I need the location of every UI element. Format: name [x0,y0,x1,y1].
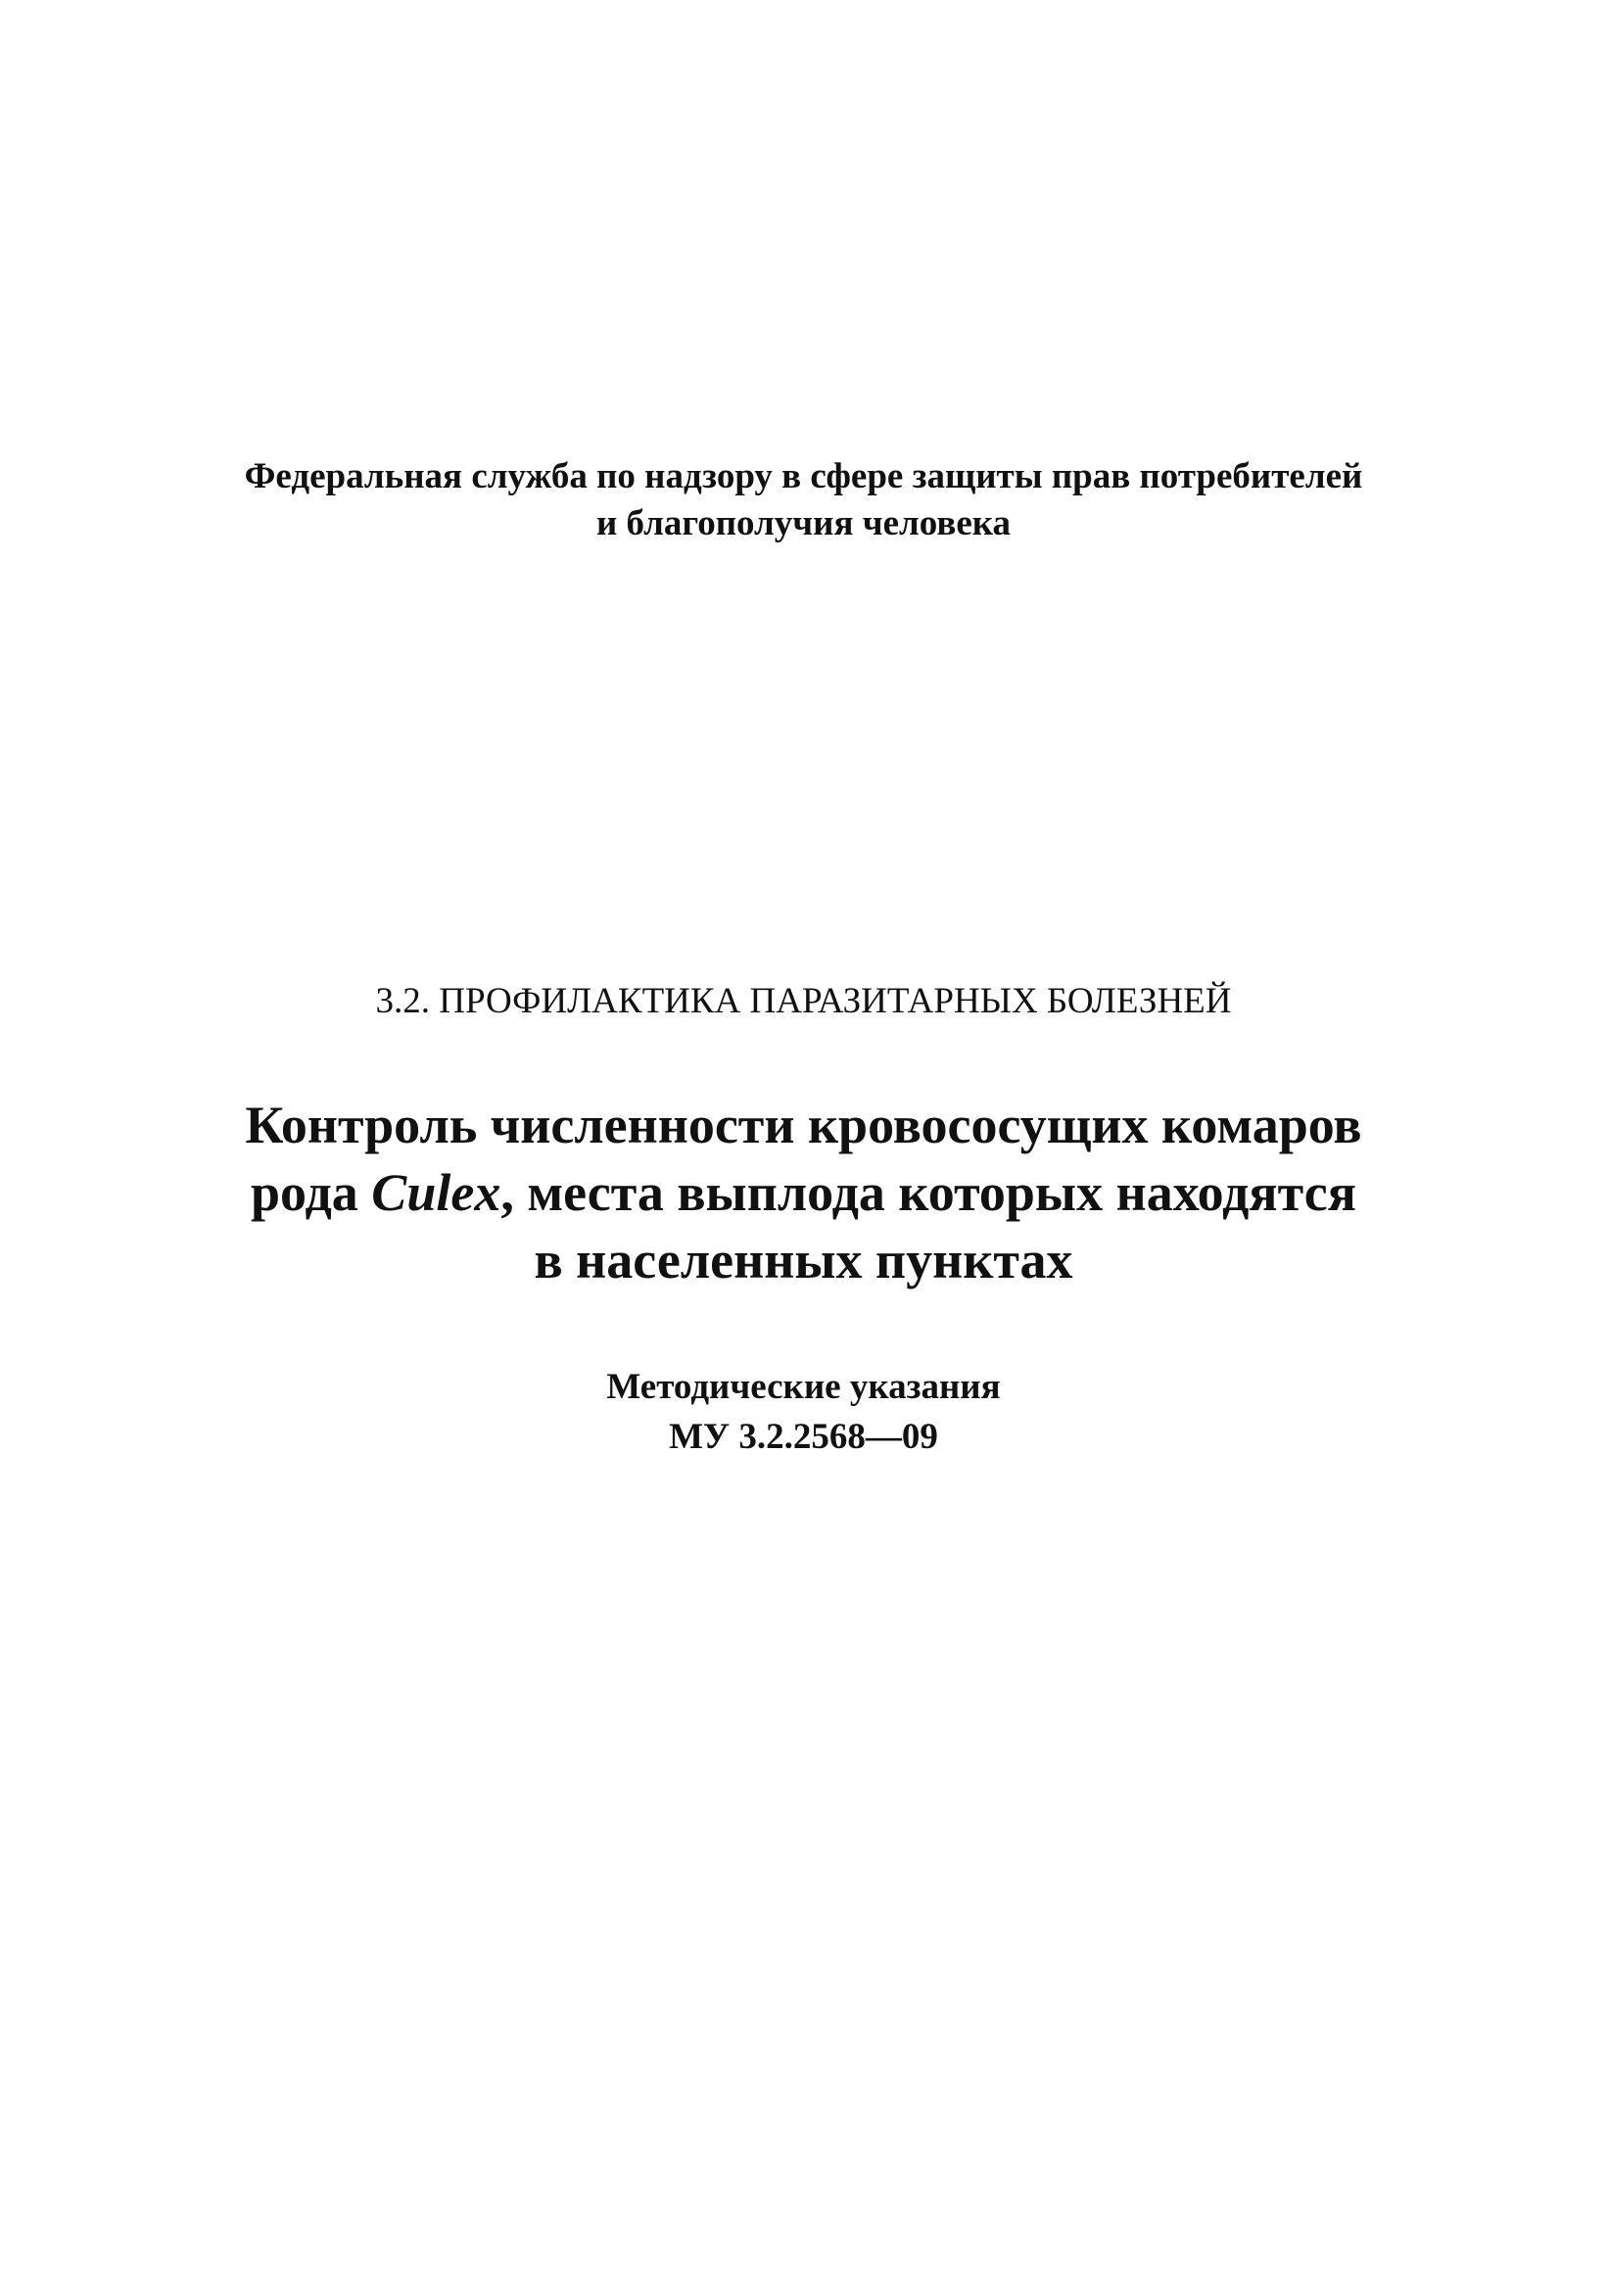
section-heading: 3.2. ПРОФИЛАКТИКА ПАРАЗИТАРНЫХ БОЛЕЗНЕЙ [375,981,1232,1021]
document-title-line-3: в населенных пунктах [534,1231,1073,1289]
genus-name: Culex [371,1163,501,1222]
agency-name-line-2: и благополучия человека [595,503,1012,543]
document-title-line-1: Контроль численности кровососущих комаров [245,1096,1362,1154]
title-line-2-suffix: , места выплода которых находятся [500,1163,1356,1222]
document-type: Методические указания [606,1367,1001,1407]
document-title-line-2 [0,1163,1607,1222]
document-code: МУ 3.2.2568—09 [669,1417,938,1457]
title-line-2-prefix: рода [251,1163,372,1222]
agency-name-line-1: Федеральная служба по надзору в сфере защиты прав потребителей [244,456,1363,496]
